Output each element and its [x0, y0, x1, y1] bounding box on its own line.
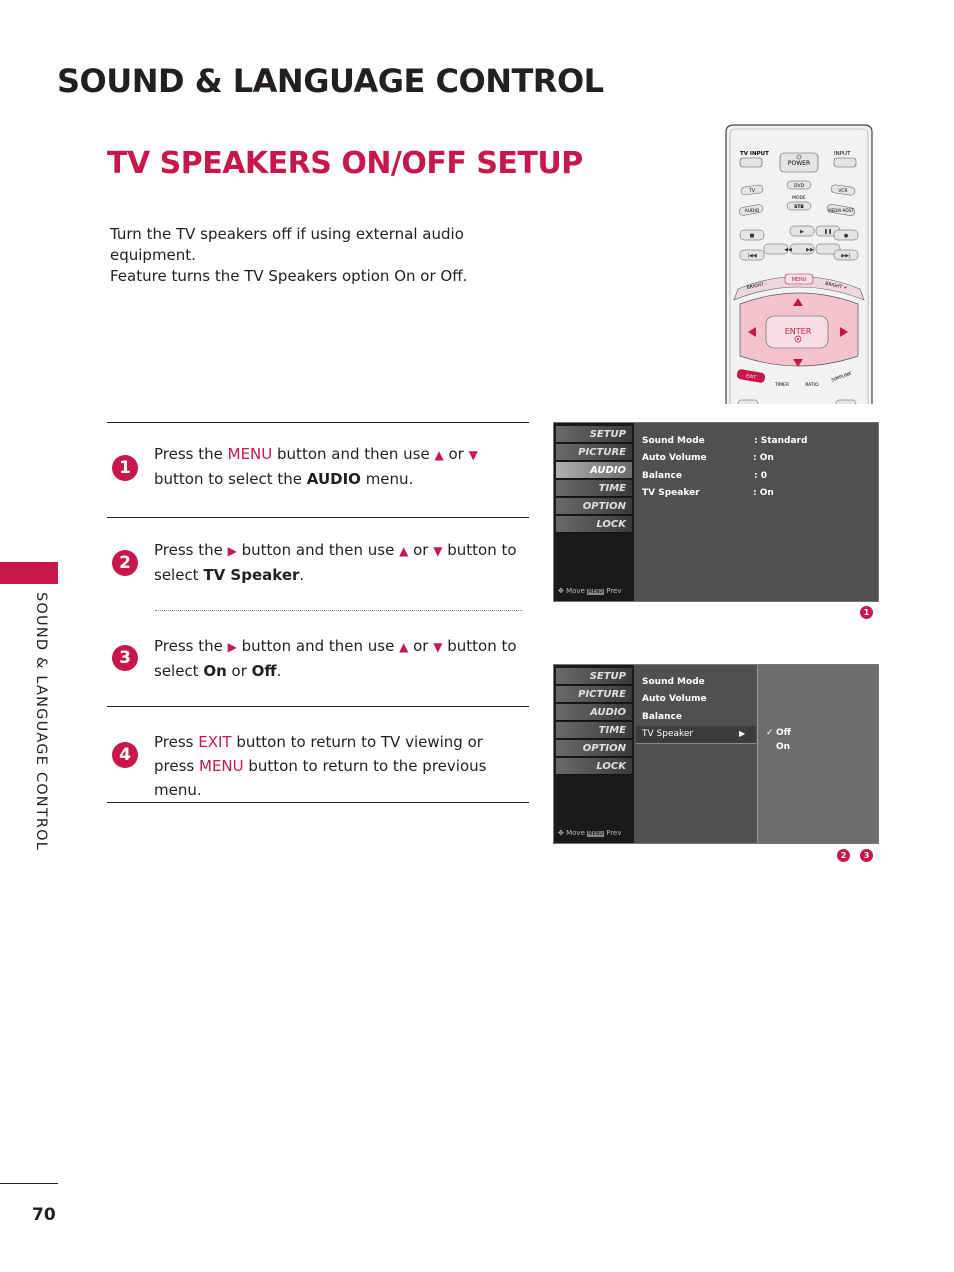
osd-menu-lock: LOCK — [556, 516, 632, 533]
osd-row-value: : On — [753, 453, 774, 463]
menu-key-label: MENU — [199, 757, 244, 775]
exit-key-label: EXIT — [198, 733, 232, 751]
right-arrow-icon: ▶ — [227, 544, 237, 558]
right-arrow-icon: ▶ — [227, 640, 237, 654]
remote-label-enter: ENTER — [784, 327, 812, 336]
osd-menu-time: TIME — [556, 480, 632, 497]
remote-control-illustration — [724, 124, 874, 404]
step-4-text: Press EXIT button to return to TV viewing or press MENU button to return to the previous menu. — [154, 733, 487, 799]
osd-row-label: Balance — [642, 712, 682, 722]
down-arrow-icon: ▼ — [433, 640, 443, 654]
osd-row-label: TV Speaker — [642, 488, 700, 498]
step-divider — [107, 517, 529, 518]
osd-content — [636, 423, 878, 601]
osd-menu-lock: LOCK — [556, 758, 632, 775]
svg-text:|◀◀: |◀◀ — [747, 253, 757, 259]
step-divider — [107, 422, 529, 423]
svg-text:▶▶|: ▶▶| — [841, 253, 851, 259]
step-3-text: Press the ▶ button and then use ▲ or ▼ button to select On or Off. — [154, 637, 517, 680]
step-divider — [107, 802, 529, 803]
osd-row-label: Sound Mode — [642, 677, 705, 687]
right-arrow-icon: ▶ — [739, 729, 746, 738]
osd-content — [636, 665, 878, 843]
remote-label-menu: MENU — [791, 277, 807, 283]
svg-text:❚❚: ❚❚ — [823, 229, 833, 235]
down-arrow-icon: ▼ — [468, 448, 478, 462]
remote-label-bright-minus: BRIGHT - — [746, 281, 768, 292]
remote-label-dvd: DVD — [794, 184, 804, 189]
osd-sidebar — [554, 423, 634, 601]
remote-label-stb: STB — [794, 205, 804, 210]
step-dotted-divider — [155, 610, 523, 611]
page-number: 70 — [32, 1205, 56, 1225]
osd-row-label: Sound Mode — [642, 436, 705, 446]
intro-line-2: Feature turns the TV Speakers option On or Off. — [110, 267, 468, 285]
remote-label-vcr: VCR — [838, 189, 848, 194]
osd-footer: ✥ Move MENU Prev — [558, 587, 622, 595]
remote-label-timer: TIMER — [775, 383, 789, 388]
remote-label-simplink: SIMPLINK — [831, 371, 853, 384]
osd-footer: ✥ Move MENU Prev — [558, 829, 622, 837]
up-arrow-icon: ▲ — [399, 640, 409, 654]
svg-text:▶: ▶ — [800, 229, 804, 235]
step-divider — [107, 706, 529, 707]
step-number-4: 4 — [112, 742, 138, 768]
osd-screen-tv-speaker — [553, 664, 879, 844]
osd-row-value: : Standard — [754, 436, 808, 446]
remote-label-mode: MODE — [792, 196, 806, 201]
svg-text:●: ● — [843, 233, 849, 239]
osd-menu-setup: SETUP — [556, 426, 632, 443]
remote-label-power: POWER — [787, 160, 811, 167]
down-arrow-icon: ▼ — [433, 544, 443, 558]
remote-label-exit: EXIT — [745, 374, 757, 381]
intro-text — [110, 224, 550, 287]
move-icon: ✥ — [558, 829, 564, 837]
svg-text:▶▶: ▶▶ — [806, 247, 814, 253]
osd-row-label: TV Speaker — [642, 729, 694, 739]
osd-menu-option: OPTION — [556, 498, 632, 515]
osd-row-value: : 0 — [754, 471, 767, 481]
osd-menu-audio: AUDIO — [556, 462, 632, 479]
up-arrow-icon: ▲ — [399, 544, 409, 558]
intro-line-1: Turn the TV speakers off if using external audio equipment. — [110, 225, 464, 264]
step-1-text: Press the MENU button and then use ▲ or ▼ button to select the AUDIO menu. — [154, 445, 478, 488]
osd-sidebar — [554, 665, 634, 843]
osd-submenu — [757, 665, 878, 843]
step-number-3: 3 — [112, 645, 138, 671]
osd-option-off: Off — [776, 728, 791, 738]
remote-label-bright-plus: BRIGHT + — [824, 281, 848, 292]
osd-menu-setup: SETUP — [556, 668, 632, 685]
side-section-label: SOUND & LANGUAGE CONTROL — [33, 592, 49, 852]
step-badge-3: 3 — [860, 849, 873, 862]
osd-menu-picture: PICTURE — [556, 444, 632, 461]
remote-label-tv: TV — [749, 189, 755, 194]
side-tab — [0, 562, 58, 584]
remote-label-media-host: MEDIA HOST — [828, 208, 854, 213]
osd-menu-option: OPTION — [556, 740, 632, 757]
svg-text:◀◀: ◀◀ — [784, 247, 792, 253]
section-title: TV SPEAKERS ON/OFF SETUP — [107, 146, 583, 181]
step-2-text: Press the ▶ button and then use ▲ or ▼ button to select TV Speaker. — [154, 541, 517, 584]
chapter-title: SOUND & LANGUAGE CONTROL — [57, 62, 604, 100]
osd-row-value: : On — [753, 488, 774, 498]
osd-menu-picture: PICTURE — [556, 686, 632, 703]
osd-row-label: Auto Volume — [642, 453, 707, 463]
check-icon: ✓ — [766, 728, 774, 738]
remote-label-audio: AUDIO — [744, 209, 760, 214]
up-arrow-icon: ▲ — [434, 448, 444, 462]
menu-key-label: MENU — [227, 445, 273, 463]
step-number-1: 1 — [112, 455, 138, 481]
osd-menu-audio: AUDIO — [556, 704, 632, 721]
svg-text:■: ■ — [749, 233, 755, 239]
step-number-2: 2 — [112, 550, 138, 576]
page-rule — [0, 1183, 58, 1184]
remote-label-input: INPUT — [834, 151, 851, 157]
osd-menu-time: TIME — [556, 722, 632, 739]
remote-label-tv-input: TV INPUT — [740, 151, 769, 157]
osd-row-label: Balance — [642, 471, 682, 481]
remote-label-ratio: RATIO — [805, 383, 819, 388]
osd-row-label: Auto Volume — [642, 694, 707, 704]
step-badge-2: 2 — [837, 849, 850, 862]
osd-screen-audio-menu — [553, 422, 879, 602]
step-badge-1: 1 — [860, 606, 873, 619]
osd-option-on: On — [776, 742, 791, 752]
move-icon: ✥ — [558, 587, 564, 595]
